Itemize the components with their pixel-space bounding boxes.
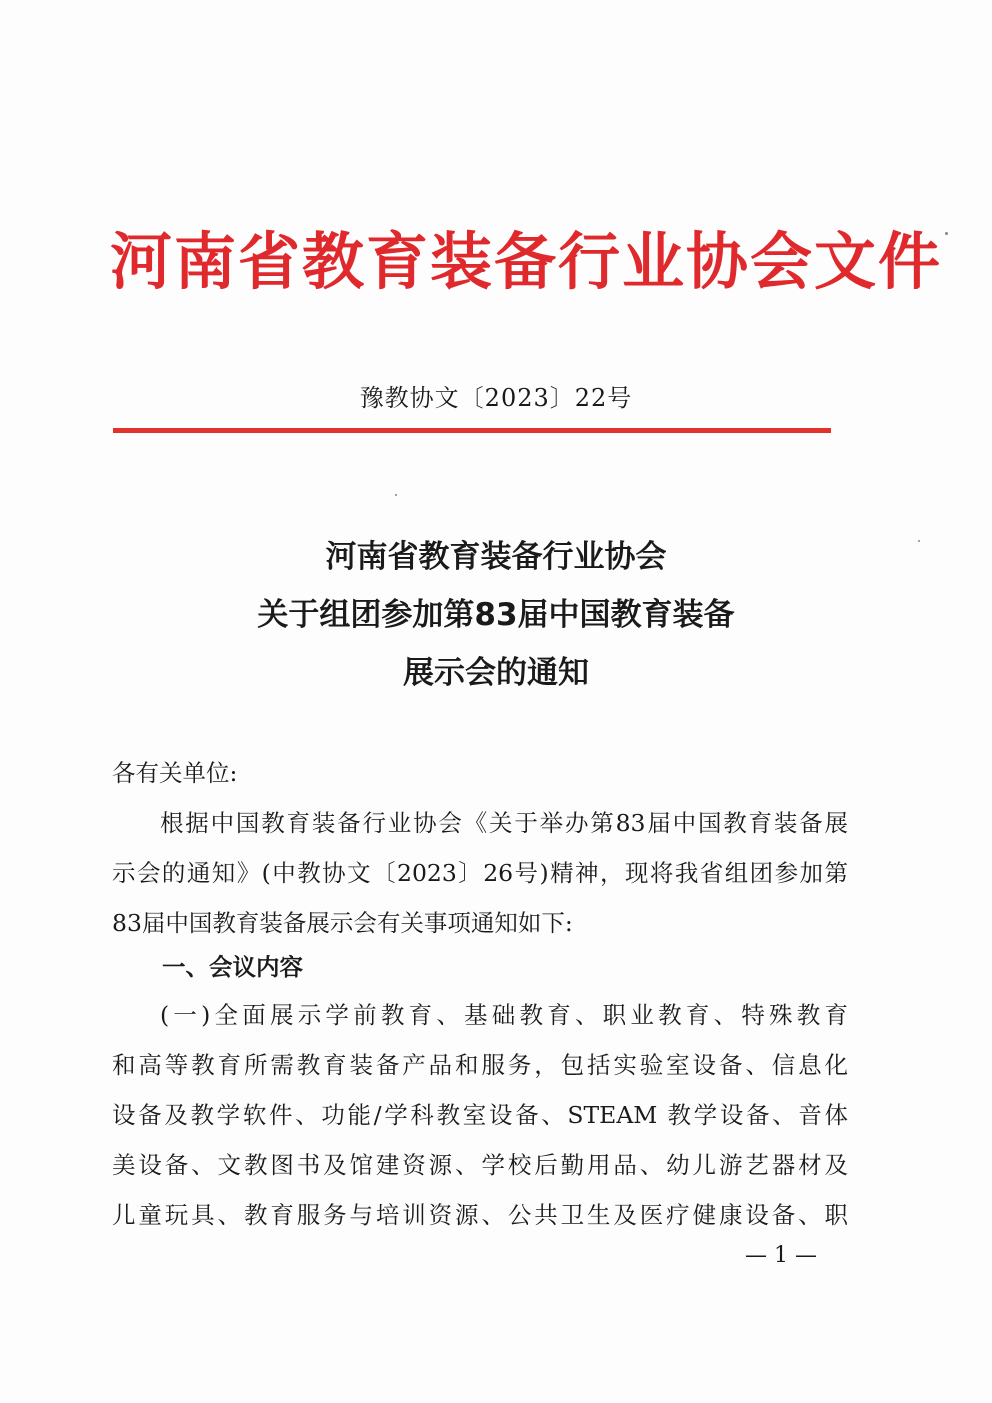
paragraph-line: 83届中国教育装备展示会有关事项通知如下: xyxy=(112,909,573,937)
salutation: 各有关单位: xyxy=(112,759,238,787)
scan-speck xyxy=(945,232,948,235)
scan-speck xyxy=(395,494,397,496)
paragraph-line: 根据中国教育装备行业协会《关于举办第83届中国教育装备展 xyxy=(160,809,848,837)
paragraph-meeting-content xyxy=(112,990,848,1240)
page-number: — 1 — xyxy=(745,1243,817,1268)
title-line: 关于组团参加第83届中国教育装备 xyxy=(257,597,735,633)
paragraph-line: 和高等教育所需教育装备产品和服务，包括实验室设备、信息化 xyxy=(112,1051,848,1079)
document-masthead: 河南省教育装备行业协会文件 xyxy=(110,225,943,298)
title-line: 河南省教育装备行业协会 xyxy=(325,539,667,575)
section-heading: 一、会议内容 xyxy=(162,953,303,981)
paragraph-line: 美设备、文教图书及馆建资源、学校后勤用品、幼儿游艺器材及 xyxy=(112,1151,848,1179)
red-divider-line xyxy=(113,428,831,433)
document-number: 豫教协文〔2023〕22号 xyxy=(359,384,633,412)
paragraph-line: (一)全面展示学前教育、基础教育、职业教育、特殊教育 xyxy=(160,1001,848,1029)
paragraph-line: 儿童玩具、教育服务与培训资源、公共卫生及医疗健康设备、职 xyxy=(112,1201,848,1229)
scan-speck xyxy=(918,540,920,542)
paragraph-line: 设备及教学软件、功能/学科教室设备、STEAM 教学设备、音体 xyxy=(112,1101,848,1129)
paragraph-line: 示会的通知》(中教协文〔2023〕26号)精神，现将我省组团参加第 xyxy=(112,859,848,887)
title-line: 展示会的通知 xyxy=(403,655,589,691)
document-title xyxy=(0,528,992,702)
paragraph-intro xyxy=(112,798,848,948)
